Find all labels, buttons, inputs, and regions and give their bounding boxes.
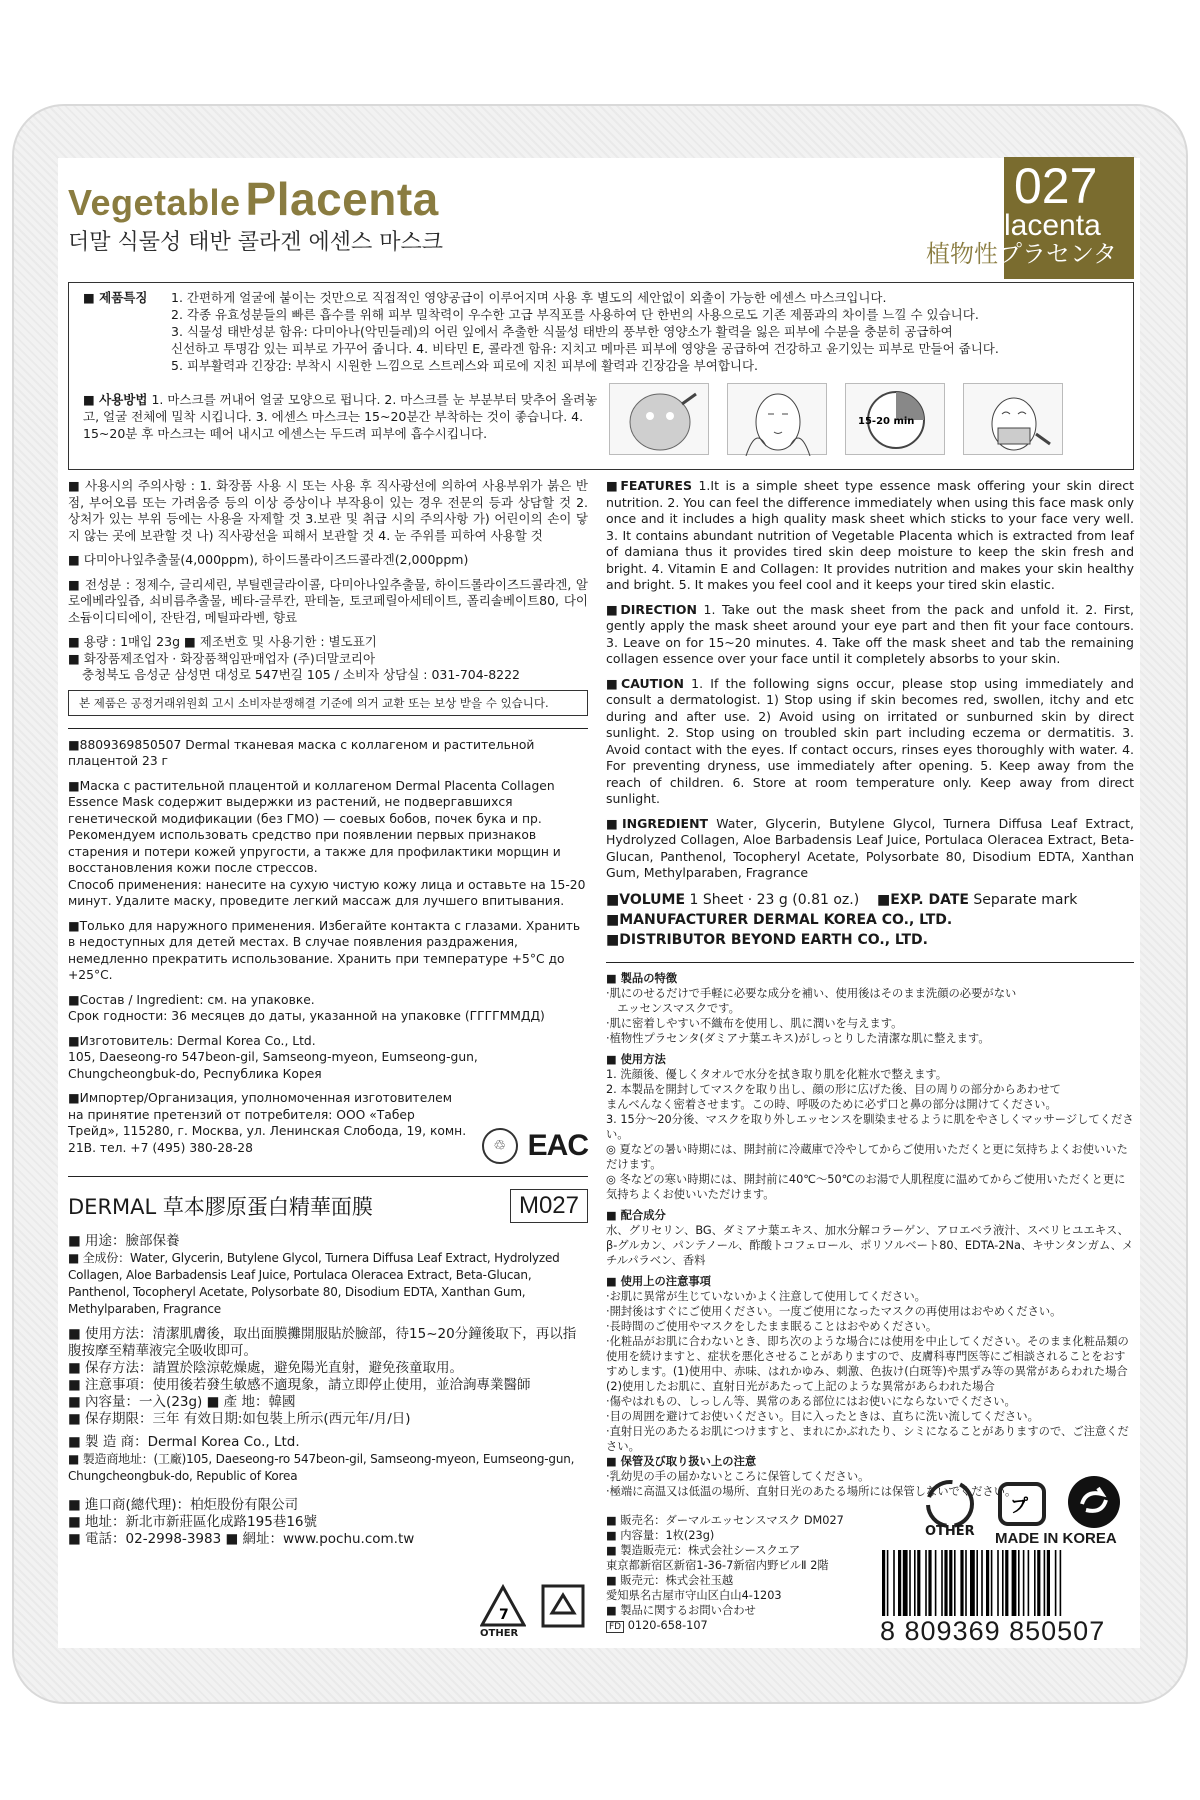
step-remove-illustration xyxy=(963,383,1063,455)
jp-features xyxy=(606,971,1134,1046)
jp-caution-line: ·化粧品がお肌に合わないとき、即ち次のような場合には使用を中止してください。そのまま化粧品類の使用を続けますと、症状を悪化させることがありますので、皮膚科専門医等にご相談されることをおすすめします。(1)使用中、赤味、はれかゆみ、刺激、色抜け(白斑等)や黒ずみ等の異常があらわれた場合 (2)使用したお肌に、直射日光があたって上記のような異常があらわれた場合 xyxy=(606,1334,1129,1393)
cosmetic-symbol-icon: ♲ xyxy=(482,1128,518,1164)
made-in-korea: MADE IN KOREA xyxy=(995,1530,1117,1547)
step-unfold-illustration xyxy=(609,383,709,455)
chinese-maker-address-text: ■ 製造商地址：(工廠)105, Daeseong-ro 547beon-gil, Samseong-myeon, Eumseong-gun, Chungcheongbuk-do, Republic of Korea xyxy=(68,1452,575,1483)
chinese-ingredients xyxy=(68,1250,588,1318)
jp-caution-line: ·直射日光のあたるお肌につけますと、まれにかぶれたり、シミになることがありますので、ご注意ください。 xyxy=(606,1424,1129,1453)
english-manufacturer: ■MANUFACTURER DERMAL KOREA CO., LTD. xyxy=(606,911,953,928)
product-code: 027 xyxy=(1014,158,1098,214)
badge-jp-part2: プラセンタ xyxy=(998,241,1118,268)
jp-ingredients-label: ■ 配合成分 xyxy=(606,1208,666,1222)
jp-features-label: ■ 製品の特徴 xyxy=(606,971,678,985)
jp-storage xyxy=(606,1454,1134,1499)
other-caption-left: OTHER xyxy=(480,1628,519,1639)
badge-jp-part1: 植物性 xyxy=(926,241,998,268)
jp-caution-line: ·目の周囲を避けてお使いください。目に入ったときは、直ちに洗い流してください。 xyxy=(606,1409,1039,1423)
eac-mark: EAC xyxy=(527,1129,588,1162)
korean-usage xyxy=(83,391,613,442)
jp-usage-line: まんべんなく密着させます。この時、呼吸のために必ず口と鼻の部分は開けてください。 xyxy=(606,1097,1057,1111)
jp-seller: ■ 販売元：株式会社玉越 xyxy=(606,1573,734,1587)
russian-shelf-life: Срок годности: 36 месяцев до даты, указанной на упаковке (ГГГГММДД) xyxy=(68,1009,545,1023)
jp-feature-line: ·植物性プラセンタ(ダミアナ葉エキス)がしっとりした清潔な肌に整えます。 xyxy=(606,1031,990,1045)
korean-notice: 본 제품은 공정거래위원회 고시 소비자분쟁해결 기준에 의거 교환 또는 보상 받을 수 있습니다. xyxy=(68,690,588,716)
step-apply-illustration xyxy=(727,383,827,455)
timer-illustration xyxy=(845,383,945,455)
usage-steps xyxy=(609,383,1063,455)
chinese-expiry: ■ 保存期限：三年 有效日期:如包裝上所示(西元年/月/日) xyxy=(68,1411,411,1427)
russian-composition: ■Состав / Ingredient: см. на упаковке. xyxy=(68,992,315,1007)
jp-storage-line: ·極端に高温又は低温の場所、直射日光のあたる場所には保管しないでください。 xyxy=(606,1484,1017,1498)
divider xyxy=(606,962,1134,963)
korean-all-ingredients: ■ 전성분 : 정제수, 글리세린, 부틸렌글라이콜, 다미아나잎추출물, 하이드롤라이즈드콜라겐, 알로에베라잎즙, 쇠비름추출물, 베타-글루칸, 판테놀, 토코페릴아세테이트, 폴리솔베이트80, 다이소듐이디티에이, 잔탄검, 메틸파라벤, 향료 xyxy=(68,576,588,625)
left-column xyxy=(68,478,588,1548)
english-distributor: ■DISTRIBUTOR BEYOND EARTH CO., LTD. xyxy=(606,931,928,948)
usage-label: ■ 사용방법 xyxy=(83,392,148,407)
jp-usage-line: ◎ 冬などの寒い時期には、開封前に40℃〜50℃のお湯で人肌程度に温めてからご使用いただくと更に気持ちよくお使いいただけます。 xyxy=(606,1172,1126,1201)
right-column xyxy=(606,478,1134,1635)
korean-address: 충청북도 음성군 삼성면 대성로 547번길 105 / 소비자 상담실 : 031-704-8222 xyxy=(82,667,520,682)
jp-caution-line: ·開封後はすぐにご使用ください。一度ご使用になったマスクの再使用はおやめください。 xyxy=(606,1304,1062,1318)
brand-word-vegetable: Vegetable xyxy=(68,182,241,223)
jp-sales-name: ■ 販売名：ダーマルエッセンスマスク DM027 xyxy=(606,1513,844,1527)
badge-japanese-name xyxy=(926,241,1118,268)
jp-maker-address: 東京都新宿区新宿1-36-7新宿内野ビルⅡ 2階 xyxy=(606,1558,829,1572)
feature-line: 3. 식물성 태반성분 함유: 다미아나(악민들레)의 어린 잎에서 추출한 식물성 태반의 풍부한 영양소가 활력을 잃은 피부에 수분을 충분히 공급하여 xyxy=(171,324,953,339)
volume-en-label: ■VOLUME xyxy=(606,891,686,908)
russian-manufacturer-address: 105, Daeseong-ro 547beon-gil, Samseong-myeon, Eumseong-gun, Chungcheongbuk-do, Республика Корея xyxy=(68,1050,478,1081)
chinese-product-code: M027 xyxy=(510,1189,588,1223)
russian-description: ■Маска с растительной плацентой и коллагеном Dermal Placenta Collagen Essence Mask содержит выдержки из растений, не подвергавшихся генетической модификации (без ГМО) — соевых бобов, почек бука и пр. Рекомендуем использовать средство при появлении первых признаков старения и потери кожей упругости, а также для профилактики морщин и восстановления кожи после стрессов. xyxy=(68,778,561,875)
jp-maker: ■ 製造販売元：株式会社シースクエア xyxy=(606,1543,801,1557)
chinese-use: ■ 用途：臉部保養 xyxy=(68,1233,180,1249)
chinese-storage: ■ 保存方法：請置於陰涼乾燥處，避免陽光直射，避免孩童取用。 xyxy=(68,1360,464,1376)
product-code-badge xyxy=(926,157,1134,279)
chinese-header xyxy=(68,1189,588,1223)
brand-title xyxy=(68,172,439,226)
russian-warnings: ■Только для наружного применения. Избегайте контакта с глазами. Хранить в недоступных для детей местах. В случае появления раздражения, немедленно прекратить использование. Хранить при температуре +5°C до +25°C. xyxy=(68,918,581,982)
russian-usage: Способ применения: нанесите на сухую чистую кожу лица и оставьте на 15-20 минут. Удалите маску, проведите легкий массаж для лучшего впитывания. xyxy=(68,877,586,908)
chinese-ingredients-text: ■ 全成份：Water, Glycerin, Butylene Glycol, Turnera Diffusa Leaf Extract, Hydrolyzed Collagen, Aloe Barbadensis Leaf Juice, Portulaca Oleracea Extract, Beta-Glucan, Panthenol, Tocopheryl Acetate, Polysorbate 80, Disodium EDTA, Xanthan Gum, Methylparaben, Fragrance xyxy=(68,1251,560,1316)
russian-product-line: ■8809369850507 Dermal тканевая маска с коллагеном и растительной плацентой 23 г xyxy=(68,737,535,768)
feature-line: 5. 피부활력과 긴장감: 부착시 시원한 느낌으로 스트레스와 피로에 지친 피부에 활력과 긴장감을 부여합니다. xyxy=(171,358,759,373)
recycle-other-icon xyxy=(924,1478,976,1530)
chinese-method: ■ 使用方法：清潔肌膚後，取出面膜攤開服貼於臉部，待15~20分鐘後取下，再以指腹按摩至精華液完全吸收即可。 xyxy=(68,1326,577,1359)
divider xyxy=(68,1176,588,1177)
jp-usage-line: 1. 洗顔後、優しくタオルで水分を拭き取り肌を化粧水で整えます。 xyxy=(606,1067,948,1081)
jp-feature-line: ·肌に密着しやすい不織布を使用し、肌に潤いを与えます。 xyxy=(606,1016,903,1030)
direction-en-text: 1. Take out the mask sheet from the pack and unfold it. 2. First, gently apply the mask sheet around your eye part and then fit your face contours. 3. Leave on for 15~20 minutes. 4. Take off the mask sheet and tab the remaining collagen essence over your face until it completely absorbs to your skin. xyxy=(606,601,1134,666)
recycle-arrows-icon xyxy=(540,1583,586,1629)
korean-caution: ■ 사용시의 주의사항 : 1. 화장품 사용 시 또는 사용 후 직사광선에 의하여 사용부위가 붉은 반점, 부어오름 또는 가려움증 등의 이상 증상이나 부작용이 있는 경우 전문의 등과 상담할 것 2. 상처가 있는 부위 등에는 사용을 자제할 것 3.보관 및 취급 시의 주의사항 가) 어린이의 손이 닿지 않는 곳에 보관할 것 나) 직사광선을 피해서 보관할 것 4. 눈 주위를 피하여 사용할 것 xyxy=(68,478,588,543)
english-ingredient xyxy=(606,816,1134,882)
jp-volume: ■ 内容量：1枚(23g) xyxy=(606,1528,715,1542)
volume-en-text: 1 Sheet · 23 g (0.81 oz.) xyxy=(689,891,860,908)
jp-caution-line: ·お肌に異常が生じていないかよく注意して使用してください。 xyxy=(606,1289,926,1303)
feature-line: 1. 간편하게 얼굴에 붙이는 것만으로 직접적인 영양공급이 이루어지며 사용 후 별도의 세안없이 외출이 가능한 에센스 마스크입니다. xyxy=(171,290,887,305)
korean-product-title: 더말 식물성 태반 콜라겐 에센스 마스크 xyxy=(68,230,443,255)
jp-feature-line: ·肌にのせるだけで手軽に必要な成分を補い、使用後はそのまま洗顔の必要がない xyxy=(606,986,1017,1000)
jp-storage-line: ·乳幼児の手の届かないところに保管してください。 xyxy=(606,1469,870,1483)
korean-feature-box xyxy=(68,282,1134,470)
jp-caution-line: ·長時間のご使用やマスクをしたまま眠ることはおやめください。 xyxy=(606,1319,938,1333)
features-en-label: ■FEATURES xyxy=(606,478,692,493)
chinese-maker-address xyxy=(68,1451,588,1485)
korean-key-ingredients: ■ 다미아나잎추출물(4,000ppm), 하이드롤라이즈드콜라겐(2,000ppm) xyxy=(68,552,469,567)
recycle-other-caption: OTHER xyxy=(925,1524,975,1539)
barcode-number: 8 809369 850507 xyxy=(880,1616,1106,1646)
caution-en-label: ■CAUTION xyxy=(606,675,684,691)
chinese-content: ■ 內容量：一入(23g) ■ 產 地：韓國 xyxy=(68,1394,296,1410)
ingredient-en-label: ■INGREDIENT xyxy=(606,815,709,831)
direction-en-label: ■DIRECTION xyxy=(606,601,697,617)
jp-usage-line: ◎ 夏などの暑い時期には、開封前に冷蔵庫で冷やしてからご使用いただくと更に気持ちよくお使いいただけます。 xyxy=(606,1142,1128,1171)
jp-inquiry: ■ 製品に関するお問い合わせ xyxy=(606,1603,756,1617)
features-label: ■ 제품특징 xyxy=(83,290,148,305)
jp-ingredients xyxy=(606,1208,1134,1268)
svg-text:7: 7 xyxy=(499,1607,509,1623)
korean-features xyxy=(83,289,1123,374)
jp-ingredients-text: 水、グリセリン、BG、ダミアナ葉エキス、加水分解コラーゲン、アロエベラ液汁、スベリヒユエキス、β-グルカン、パンテノール、酢酸トコフェロール、ポリソルベート80、EDTA-2Na、キサンタンガム、メチルパラベン、香料 xyxy=(606,1223,1134,1267)
plastic-recycle-icon xyxy=(996,1478,1048,1530)
jp-caution-line: ·傷やはれもの、しっしん等、異常のある部位にはお使いにならないでください。 xyxy=(606,1394,1016,1408)
recycling-marks-left xyxy=(480,1583,586,1629)
jp-phone-number: 0120-658-107 xyxy=(627,1618,708,1632)
features-en-text: 1.It is a simple sheet type essence mask offering your skin direct nutrition. 2. You can feel the difference immediately when using this face mask only once and it includes a high quality mask sheet which sticks to your face very well. 3. It contains abundant nutrition of Vegetable Placenta which is extracted from leaf of damiana thus it provides tired skin deep moisture to keep the skin fresh and bright. 4. Vitamin E and Collagen: It provides nutrition and makes your skin healthy and bright. 5. It makes you feel cool and it keeps your tired skin elastic. xyxy=(606,478,1134,592)
jp-usage xyxy=(606,1052,1134,1202)
brand-word-placenta: Placenta xyxy=(245,173,439,225)
feature-line: 2. 각종 유효성분들의 빠른 흡수를 위해 피부 밀착력이 우수한 고급 부직포를 사용하여 단 한번의 사용으로도 기존 제품과의 차이를 느낄 수 있습니다. xyxy=(171,307,979,322)
chinese-product-title: DERMAL 草本膠原蛋白精華面膜 xyxy=(68,1195,373,1219)
timer-label: 15-20 min xyxy=(858,416,915,427)
english-features xyxy=(606,478,1134,594)
jp-storage-label: ■ 保管及び取り扱い上の注意 xyxy=(606,1454,757,1468)
free-dial-icon: FD xyxy=(606,1621,624,1633)
jp-feature-line: エッセンスマスクです。 xyxy=(606,1001,740,1015)
jp-caution xyxy=(606,1274,1134,1454)
english-caution xyxy=(606,676,1134,808)
feature-line: 신선하고 투명감 있는 피부로 가꾸어 줍니다. 4. 비타민 E, 콜라겐 함유: 지치고 메마른 피부에 영양을 공급하여 건강하고 윤기있는 피부로 만들어 줍니다. xyxy=(171,341,999,356)
usage-text: 1. 마스크를 꺼내어 얼굴 모양으로 펍니다. 2. 마스크를 눈 부분부터 맞추어 올려놓고, 얼굴 전체에 밀착 시킵니다. 3. 에센스 마스크는 15~20분간 부착하는 것이 좋습니다. 4. 15~20분 후 마스크는 떼어 내시고 에센스는 두드려 피부에 흡수시킵니다. xyxy=(83,392,598,441)
english-direction xyxy=(606,602,1134,668)
chinese-maker: ■ 製 造 商：Dermal Korea Co., Ltd. xyxy=(68,1434,300,1450)
jp-usage-line: 2. 本製品を開封してマスクを取り出し、顔の形に広げた後、目の周りの部分からあわせて xyxy=(606,1082,1061,1096)
recycle-circle-arrow-icon xyxy=(1066,1474,1122,1530)
svg-text:プ: プ xyxy=(1010,1496,1028,1517)
recycle-triangle-icon xyxy=(480,1583,526,1629)
ingredient-en-text: Water, Glycerin, Butylene Glycol, Turnera Diffusa Leaf Extract, Hydrolyzed Collagen, Aloe Barbadensis Leaf Juice, Portulaca Oleracea Extract, Beta-Glucan, Panthenol, Tocopheryl Acetate, Polysorbate 80, Disodium EDTA, Xanthan Gum, Methylparaben, Fragrance xyxy=(606,815,1134,880)
jp-seller-address: 愛知県名古屋市守山区白山4-1203 xyxy=(606,1588,782,1602)
exp-en-label: ■EXP. DATE xyxy=(876,891,969,908)
jp-usage-line: 3. 15分〜20分後、マスクを取り外しエッセンスを馴染ませるように肌をやさしくマッサージしてください。 xyxy=(606,1112,1134,1141)
korean-manufacturer: ■ 화장품제조업자 · 화장품책임판매업자 (주)더말코리아 xyxy=(68,650,376,666)
chinese-importer: ■ 進口商(總代理)：柏炬股份有限公司 xyxy=(68,1497,299,1513)
korean-volume: ■ 용량 : 1매입 23g ■ 제조번호 및 사용기한 : 별도표기 xyxy=(68,634,377,649)
english-volume-exp xyxy=(606,890,1134,910)
russian-manufacturer: ■Изготовитель: Dermal Korea Co., Ltd. xyxy=(68,1033,316,1048)
divider xyxy=(68,728,588,729)
chinese-caution: ■ 注意事項：使用後若發生敏感不適現象，請立即停止使用，並洽詢專業醫師 xyxy=(68,1377,531,1393)
badge-english-name: Placenta xyxy=(984,209,1101,242)
caution-en-text: 1. If the following signs occur, please stop using immediately and consult a dermatologist. 1) Stop using if skin becomes red, swollen, itchy and etc during and after use. 2) Avoid using on irritated or sunburned skin by direct sunlight. 2. Stop using on troubled skin part including eczema or dermatitis. 3. Avoid contact with the eyes. If contact occurs, rinses eyes thoroughly with water. 4. For preventing dryness, use immediately after opening. 5. Keep away from the reach of children. 6. Store at room temperature only. Keep away from direct sunlight. xyxy=(606,675,1134,806)
chinese-address: ■ 地址：新北市新莊區化成路195巷16號 xyxy=(68,1514,317,1530)
chinese-phone: ■ 電話：02-2998-3983 ■ 網址：www.pochu.com.tw xyxy=(68,1531,415,1547)
russian-importer: ■Импортер/Организация, уполномоченная изготовителем на принятие претензий от потребителя: ООО «Табер Трейд», 115280, г. Москва, ул. Ленинская Слобода, 19, комн. 21В. тел. +7 (495) 380-28-28 xyxy=(68,1091,467,1155)
jp-usage-label: ■ 使用方法 xyxy=(606,1052,666,1066)
jp-caution-label: ■ 使用上の注意事項 xyxy=(606,1274,711,1288)
exp-en-text: Separate mark xyxy=(973,891,1078,908)
